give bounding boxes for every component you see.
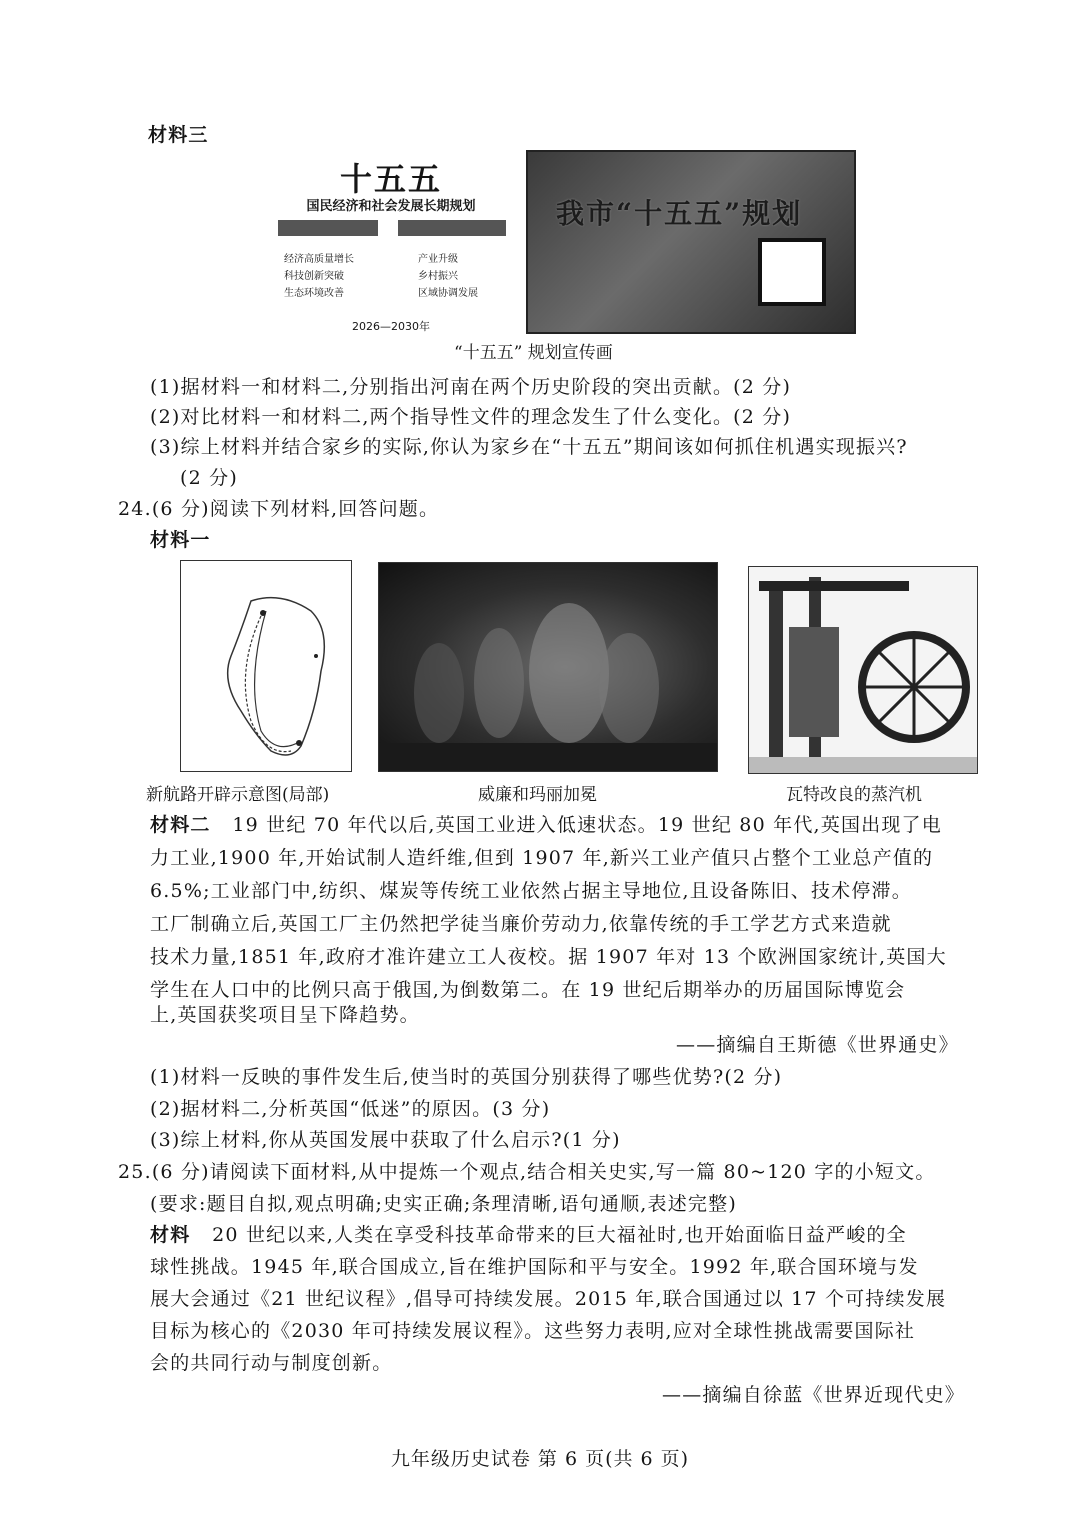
poster-fifteenth-plan bbox=[268, 150, 514, 340]
q25-material-text: 20 世纪以来,人类在享受科技革命带来的巨大福祉时,也开始面临日益严峻的全 bbox=[212, 1224, 907, 1246]
q24-material2-text: 6.5%;工业部门中,纺织、煤炭等传统工业依然占据主导地位,且设备陈旧、技术停滞。 bbox=[150, 880, 912, 902]
q25-material-text: 会的共同行动与制度创新。 bbox=[150, 1352, 393, 1374]
q25-material-text: 目标为核心的《2030 年可持续发展议程》。这些努力表明,应对全球性挑战需要国际社 bbox=[150, 1320, 916, 1342]
page-footer: 九年级历史试卷 第 6 页(共 6 页) bbox=[390, 1448, 690, 1470]
qr-code-icon bbox=[758, 238, 826, 306]
poster-title: 十五五 bbox=[339, 160, 442, 198]
fig1-caption: 新航路开辟示意图(局部) bbox=[146, 785, 330, 805]
fig2-caption: 威廉和玛丽加冕 bbox=[478, 785, 597, 805]
q25-intro: 25.(6 分)请阅读下面材料,从中提炼一个观点,结合相关史实,写一篇 80~120 字的小短文。 bbox=[118, 1161, 936, 1183]
q24-sub2: (2)据材料二,分析英国“低迷”的原因。(3 分) bbox=[150, 1098, 551, 1120]
q25-material-text: 展大会通过《21 世纪议程》,倡导可持续发展。2015 年,联合国通过以 17 个可持续发展 bbox=[150, 1288, 947, 1310]
fig3-caption: 瓦特改良的蒸汽机 bbox=[786, 785, 922, 805]
q24-material2-text: 19 世纪 70 年代以后,英国工业进入低速状态。19 世纪 80 年代,英国出现了电 bbox=[232, 814, 942, 836]
new-route-map bbox=[180, 560, 352, 772]
q25-material-source: ——摘编自徐蓝《世界近现代史》 bbox=[662, 1384, 966, 1406]
q24-sub3: (3)综上材料,你从英国发展中获取了什么启示?(1 分) bbox=[150, 1129, 621, 1151]
poster-city-text: 我市“十五五”规划 bbox=[556, 197, 803, 230]
q24-material2-text: 工厂制确立后,英国工厂主仍然把学徒当廉价劳动力,依靠传统的手工学艺方式来造就 bbox=[150, 913, 892, 935]
poster-item: 经济高质量增长 bbox=[284, 254, 354, 265]
q24-material2-text: 上,英国获奖项目呈下降趋势。 bbox=[150, 1004, 420, 1026]
q23-sub2: (2)对比材料一和材料二,两个指导性文件的理念发生了什么变化。(2 分) bbox=[150, 406, 792, 428]
q24-material2-source: ——摘编自王斯德《世界通史》 bbox=[676, 1034, 959, 1056]
poster-bar-left bbox=[278, 220, 378, 236]
poster-subtitle: 国民经济和社会发展长期规划 bbox=[306, 199, 476, 214]
poster-item: 乡村振兴 bbox=[418, 271, 458, 282]
q23-sub3-score: (2 分) bbox=[180, 467, 238, 489]
poster-item: 区域协调发展 bbox=[418, 288, 478, 299]
q25-material-line bbox=[150, 1220, 907, 1247]
poster-item: 科技创新突破 bbox=[284, 271, 344, 282]
q25-material-label: 材料 bbox=[150, 1224, 191, 1246]
q24-material1-label: 材料一 bbox=[150, 529, 211, 551]
poster-bar-right bbox=[398, 220, 506, 236]
q23-sub3: (3)综上材料并结合家乡的实际,你认为家乡在“十五五”期间该如何抓住机遇实现振兴? bbox=[150, 436, 908, 458]
material3-caption: “十五五” 规划宣传画 bbox=[454, 343, 613, 363]
steam-engine-picture bbox=[748, 566, 978, 774]
q24-material2-line bbox=[150, 810, 942, 837]
poster-item: 产业升级 bbox=[418, 254, 458, 265]
material3-label: 材料三 bbox=[148, 124, 209, 146]
poster-years: 2026—2030年 bbox=[352, 320, 430, 333]
q24-intro: 24.(6 分)阅读下列材料,回答问题。 bbox=[118, 498, 440, 520]
poster-city-plan bbox=[526, 150, 856, 334]
poster-item: 生态环境改善 bbox=[284, 288, 344, 299]
q23-sub1: (1)据材料一和材料二,分别指出河南在两个历史阶段的突出贡献。(2 分) bbox=[150, 376, 792, 398]
q24-material2-label: 材料二 bbox=[150, 814, 211, 836]
q24-material2-text: 技术力量,1851 年,政府才准许建立工人夜校。据 1907 年对 13 个欧洲国家统计,英国大 bbox=[150, 946, 947, 968]
q25-requirements: (要求:题目自拟,观点明确;史实正确;条理清晰,语句通顺,表述完整) bbox=[150, 1193, 737, 1215]
coronation-painting bbox=[378, 562, 718, 772]
q25-material-text: 球性挑战。1945 年,联合国成立,旨在维护国际和平与安全。1992 年,联合国环境与发 bbox=[150, 1256, 919, 1278]
q24-material2-text: 力工业,1900 年,开始试制人造纤维,但到 1907 年,新兴工业产值只占整个工业总产值的 bbox=[150, 847, 934, 869]
q24-material2-text: 学生在人口中的比例只高于俄国,为倒数第二。在 19 世纪后期举办的历届国际博览会 bbox=[150, 979, 906, 1001]
q24-sub1: (1)材料一反映的事件发生后,使当时的英国分别获得了哪些优势?(2 分) bbox=[150, 1066, 783, 1088]
